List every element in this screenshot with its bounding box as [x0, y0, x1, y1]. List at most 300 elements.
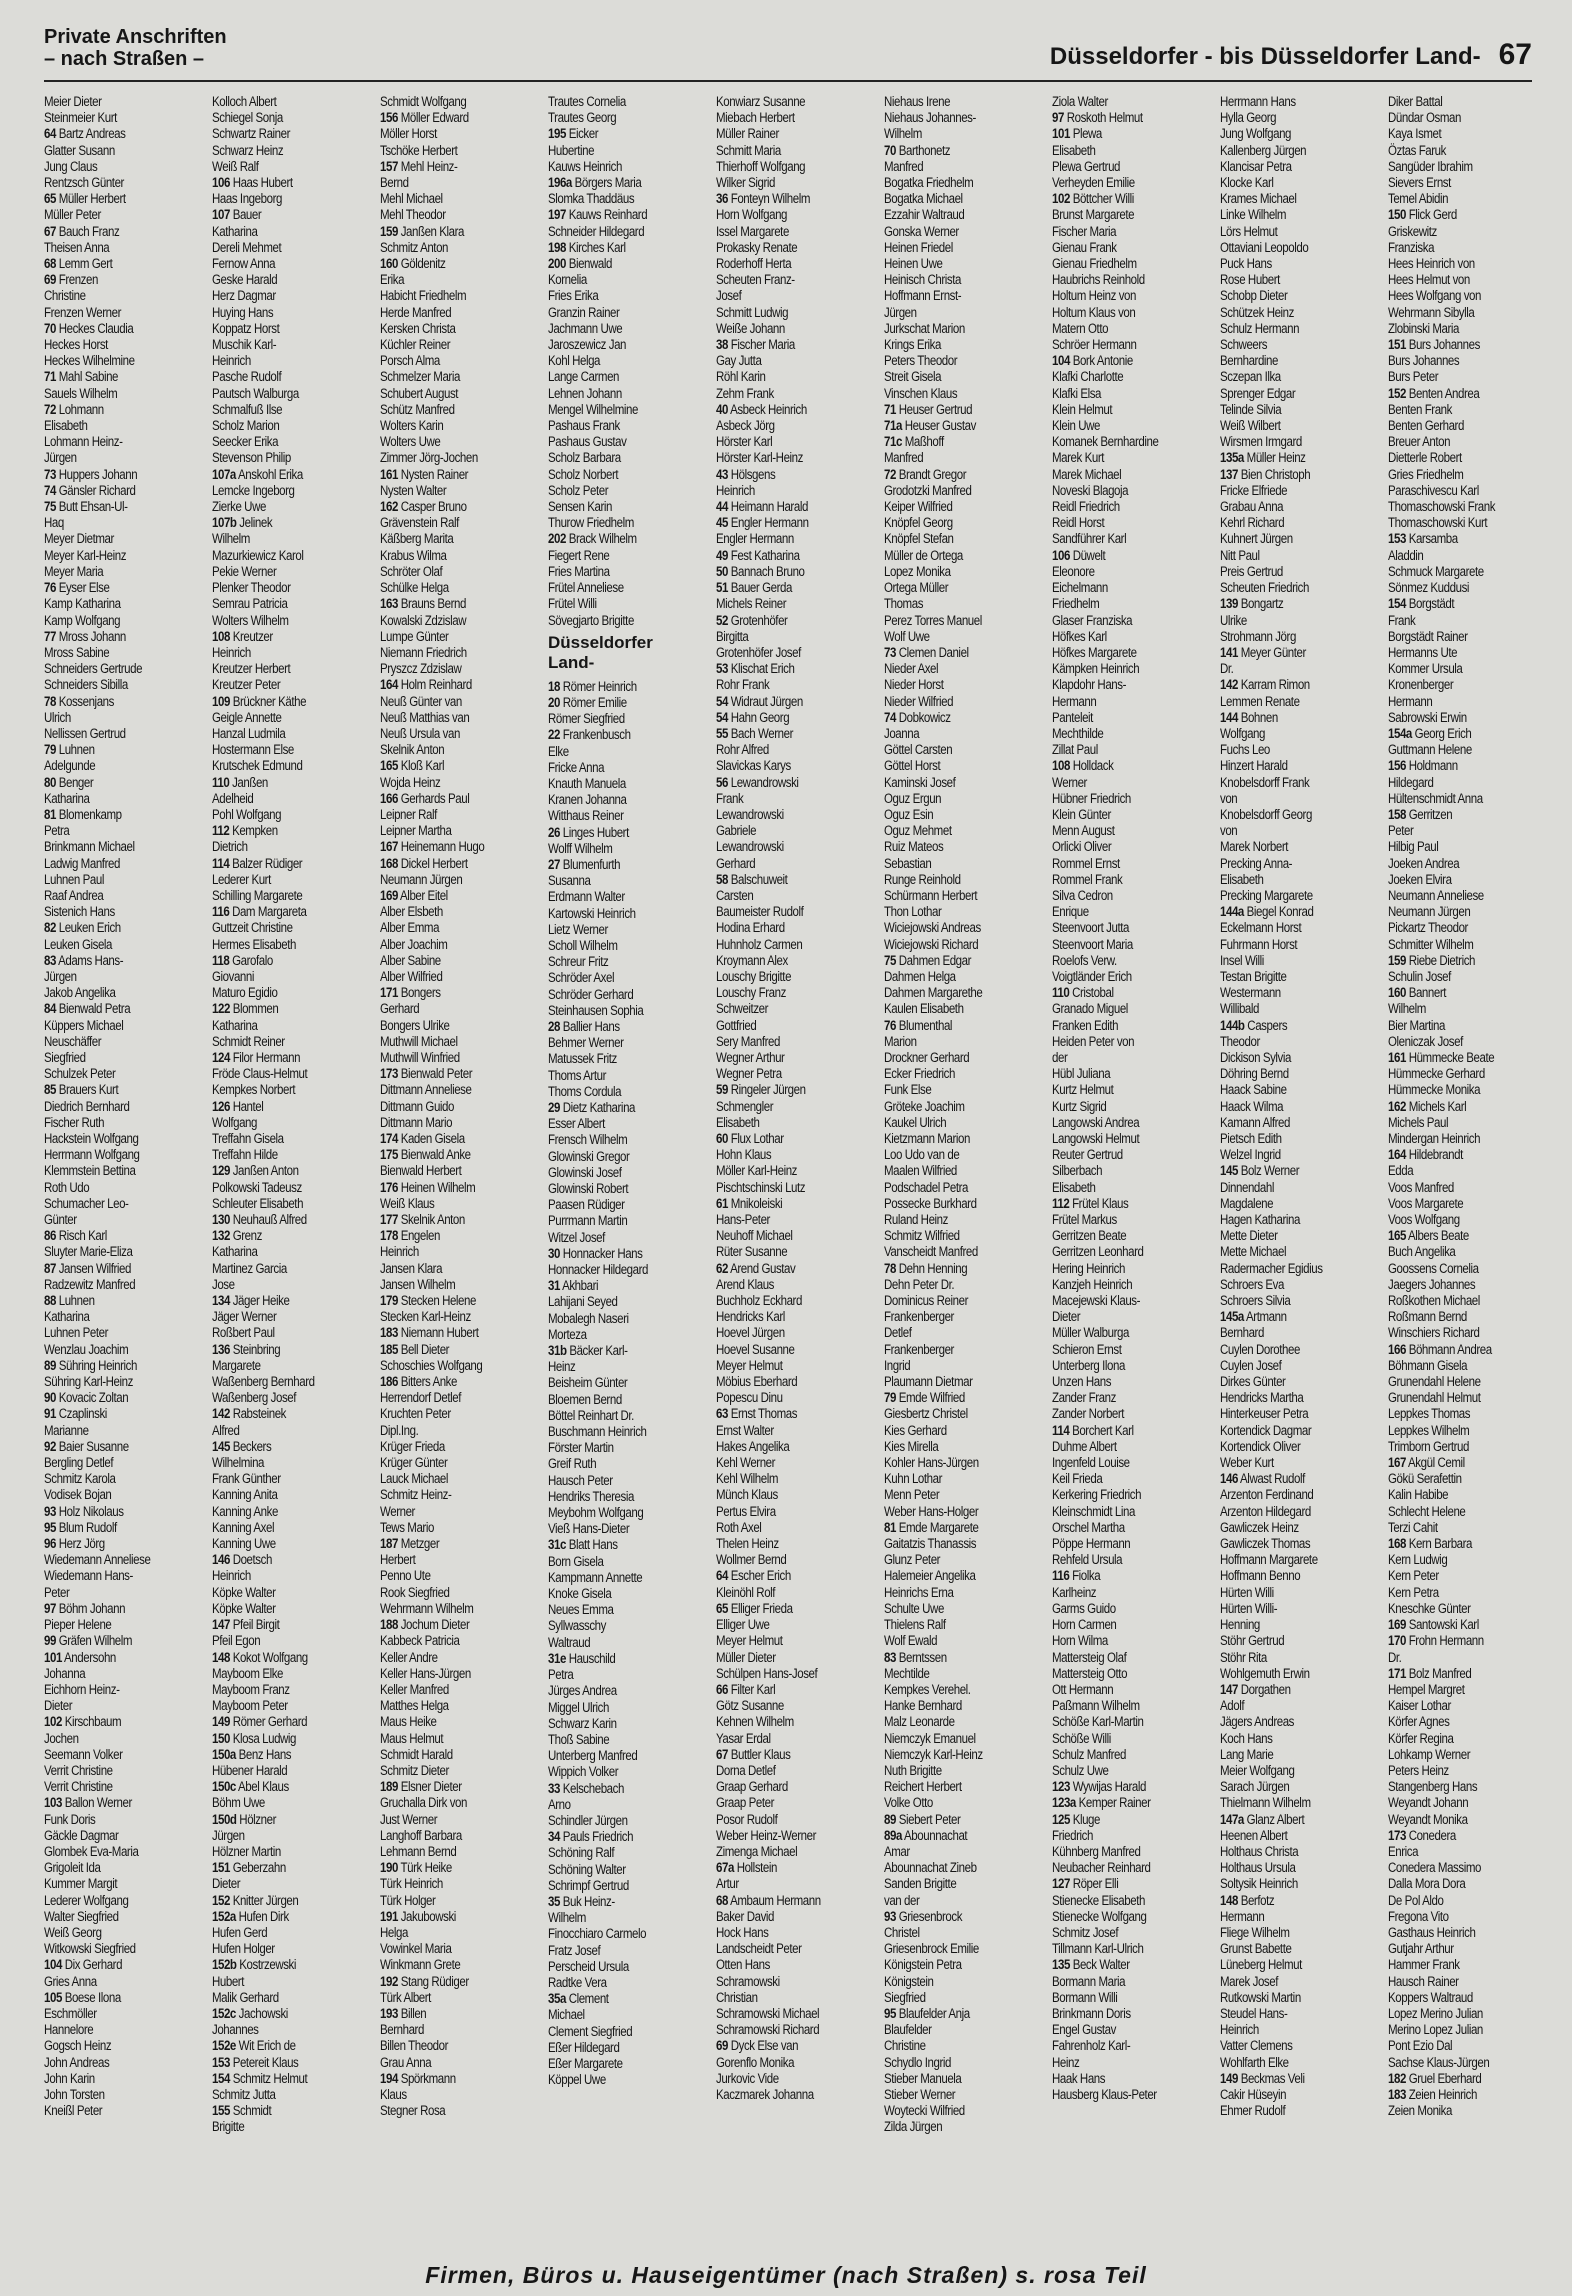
listing-entry: Kronenberger	[1388, 677, 1454, 693]
listing-entry: 182 Gruel Eberhard	[1388, 2070, 1482, 2086]
listing-entry: Orschel Martha	[1052, 1519, 1125, 1535]
listing-entry: Kamp Wolfgang	[44, 612, 121, 628]
listing-entry: Müller de Ortega	[884, 547, 963, 563]
listing-entry: Sachse Klaus-Jürgen	[1388, 2054, 1490, 2070]
listing-entry: Hodina Erhard	[716, 920, 785, 936]
listing-entry: Dominicus Reiner	[884, 1293, 969, 1309]
listing-entry: Penno Ute	[380, 1568, 431, 1584]
listing-entry: Knobelsdorff Frank	[1220, 774, 1310, 790]
listing-entry: 83 Berntssen	[884, 1649, 947, 1665]
listing-entry: Schrimpf Gertrud	[548, 1877, 629, 1893]
listing-entry: Prokasky Renate	[716, 239, 798, 255]
listing-entry: Heinrich	[212, 1568, 251, 1584]
listing-entry: Enrique	[1052, 904, 1089, 920]
listing-entry: 71 Mahl Sabine	[44, 369, 119, 385]
listing-entry: Woytecki Wilfried	[884, 2103, 965, 2119]
listing-entry: Dorna Detlef	[716, 1762, 776, 1778]
listing-entry: Krüger Frieda	[380, 1438, 445, 1454]
listing-entry: 40 Asbeck Heinrich	[716, 401, 807, 417]
listing-entry: Edda	[1388, 1163, 1414, 1179]
listing-entry: Glowinski Josef	[548, 1164, 622, 1180]
listing-entry: Müller Walburga	[1052, 1325, 1129, 1341]
listing-entry: Jäger Werner	[212, 1309, 277, 1325]
listing-entry: Gogsch Heinz	[44, 2038, 112, 2054]
listing-entry: Conedera Massimo	[1388, 1860, 1481, 1876]
listing-entry: Ruland Heinz	[884, 1212, 948, 1228]
listing-entry: Göttel Carsten	[884, 742, 953, 758]
listing-entry: Loo Udo van de	[884, 1147, 960, 1163]
listing-entry: 160 Göldenitz	[380, 256, 446, 272]
listing-entry: 75 Butt Ehsan-Ul-	[44, 499, 128, 515]
listing-entry: Martinez Garcia	[212, 1260, 287, 1276]
listing-entry: 148 Berfotz	[1220, 1892, 1275, 1908]
listing-entry: Scholz Barbara	[548, 450, 621, 466]
listing-entry: Heinrichs Erna	[884, 1584, 954, 1600]
listing-entry: 174 Kaden Gisela	[380, 1131, 465, 1146]
listing-entry: 30 Honnacker Hans	[548, 1245, 643, 1261]
listing-entry: Panteleit	[1052, 709, 1093, 725]
listing-entry: 130 Neuhauß Alfred	[212, 1212, 307, 1228]
listing-entry: 93 Griesenbrock	[884, 1908, 963, 1924]
listing-entry: Griskewitz	[1388, 223, 1437, 239]
listing-entry: Christine	[884, 2038, 926, 2054]
listing-entry: 83 Adams Hans-	[44, 952, 124, 968]
listing-entry: Lemmen Renate	[1220, 693, 1300, 709]
listing-entry: Meyer Helmut	[716, 1357, 783, 1373]
listing-entry: Hees Heinrich von	[1388, 256, 1475, 272]
listing-entry: Stienecke Elisabeth	[1052, 1892, 1145, 1908]
listing-entry: Höfkes Karl	[1052, 628, 1107, 644]
listing-entry: Kreutzer Peter	[212, 677, 281, 693]
listing-entry: Haas Ingeborg	[212, 191, 282, 207]
street-heading: Düsseldorfer Land-	[548, 632, 653, 672]
listing-entry: Schulin Josef	[1388, 968, 1451, 984]
listing-entry: Wenzlau Joachim	[44, 1341, 129, 1357]
listing-entry: Erdmann Walter	[548, 889, 625, 905]
listing-entry: Polkowski Tadeusz	[212, 1179, 302, 1195]
listing-entry: 132 Grenz	[212, 1228, 262, 1244]
listing-entry: Neues Emma	[548, 1602, 614, 1618]
listing-entry: 155 Schmidt	[212, 2103, 272, 2119]
listing-entry: Lemcke Ingeborg	[212, 482, 295, 498]
listing-entry: 106 Haas Hubert	[212, 175, 293, 191]
listing-entry: Holthaus Ursula	[1220, 1860, 1296, 1876]
listing-entry: Gerritzen Leonhard	[1052, 1244, 1144, 1260]
listing-entry: 148 Kokot Wolfgang	[212, 1649, 308, 1665]
listing-entry: 73 Huppers Johann	[44, 466, 138, 482]
listing-entry: Neuß Günter van	[380, 693, 462, 709]
listing-entry: Schulzek Peter	[44, 1066, 116, 1082]
listing-entry: Precking Anna-	[1220, 855, 1293, 871]
listing-entry: Grunendahl Helmut	[1388, 1390, 1481, 1406]
listing-entry: Noveski Blagoja	[1052, 482, 1129, 498]
listing-entry: 110 Janßen	[212, 774, 268, 790]
listing-entry: 102 Böttcher Willi	[1052, 191, 1134, 207]
listing-entry: Treffahn Hilde	[212, 1147, 278, 1163]
listing-entry: Steudel Hans-	[1220, 2005, 1288, 2021]
listing-entry: Komanek Bernhardine	[1052, 434, 1159, 450]
listing-entry: Kaya Ismet	[1388, 126, 1442, 142]
listing-entry: Schmelzer Maria	[380, 369, 460, 385]
listing-entry: Sczepan Ilka	[1220, 369, 1281, 385]
listing-entry: Drockner Gerhard	[884, 1049, 970, 1065]
listing-entry: Hees Wolfgang von	[1388, 288, 1481, 304]
listing-entry: Dittmann Guido	[380, 1098, 455, 1114]
listing-entry: Bormann Maria	[1052, 1973, 1126, 1989]
listing-entry: 150 Flick Gerd	[1388, 207, 1457, 223]
listing-entry: Wilhelm	[884, 126, 922, 142]
listing-entry: Friedrich	[1052, 1827, 1093, 1843]
listing-entry: Schumacher Leo-	[44, 1195, 129, 1211]
listing-entry: Zimmer Jörg-Jochen	[380, 450, 478, 466]
listing-entry: Reichert Herbert	[884, 1779, 962, 1795]
listing-entry: Weyandt Johann	[1388, 1795, 1469, 1811]
listing-entry: 71 Heuser Gertrud	[884, 401, 973, 417]
listing-entry: Klapdohr Hans-	[1052, 677, 1127, 693]
listing-entry: Sensen Karin	[548, 499, 612, 515]
listing-entry: Roderhoff Herta	[716, 256, 792, 272]
listing-entry: Wilhelmina	[212, 1455, 265, 1471]
listing-entry: Förster Martin	[548, 1440, 614, 1456]
listing-entry: Hermann	[1388, 693, 1433, 709]
listing-entry: Niemczyk Emanuel	[884, 1730, 976, 1746]
listing-entry: Wehrmann Wilhelm	[380, 1600, 474, 1616]
listing-entry: 93 Holz Nikolaus	[44, 1503, 124, 1519]
listing-entry: Kern Petra	[1388, 1584, 1439, 1600]
listing-entry: Frankenberger	[884, 1341, 954, 1357]
listing-entry: 152c Jachowski	[212, 2005, 288, 2021]
listing-entry: Kehnen Wilhelm	[716, 1714, 794, 1730]
listing-entry: Gawliczek Heinz	[1220, 1519, 1299, 1535]
street-range: Düsseldorfer - bis Düsseldorfer Land-	[1049, 43, 1481, 70]
listing-entry: 159 Janßen Klara	[380, 223, 465, 239]
listing-entry: 64 Escher Erich	[716, 1568, 791, 1584]
listing-entry: Rommel Ernst	[1052, 855, 1120, 871]
listing-entry: Ottaviani Leopoldo	[1220, 239, 1309, 255]
listing-entry: Herrendorf Detlef	[380, 1390, 462, 1406]
listing-entry: Burs Johannes	[1388, 353, 1460, 369]
listing-entry: Scholz Norbert	[548, 466, 619, 482]
listing-entry: 38 Fischer Maria	[716, 337, 795, 353]
listing-entry: Niemann Friedrich	[380, 644, 467, 660]
listing-entry: Pertus Elvira	[716, 1503, 776, 1519]
listing-entry: Hoffmann Benno	[1220, 1568, 1301, 1584]
listing-entry: Radermacher Egidius	[1220, 1260, 1323, 1276]
listing-entry: Grunendahl Helene	[1388, 1374, 1481, 1390]
listing-entry: Lohmann Heinz-	[44, 434, 123, 450]
listing-entry: 31c Blatt Hans	[548, 1537, 618, 1553]
listing-entry: 150c Abel Klaus	[212, 1779, 289, 1795]
listing-entry: Issel Margarete	[716, 223, 789, 239]
listing-entry: 112 Frütel Klaus	[1052, 1195, 1129, 1211]
listing-entry: Steinmeier Kurt	[44, 110, 117, 126]
listing-entry: Jaroszewicz Jan	[548, 337, 627, 353]
listing-entry: Küppers Michael	[44, 1017, 124, 1033]
listing-entry: 72 Lohmann	[44, 401, 104, 417]
listing-entry: Adolf	[1220, 1698, 1245, 1714]
listing-entry: Pekie Werner	[212, 563, 277, 579]
listing-entry: Türk Heinrich	[380, 1876, 443, 1892]
listing-entry: Herbert	[380, 1552, 416, 1568]
listing-entry: Schroers Eva	[1220, 1276, 1284, 1292]
listing-entry: Thomaschowski Frank	[1388, 499, 1496, 515]
listing-entry: Schroers Silvia	[1220, 1293, 1291, 1309]
listing-entry: Trautes Georg	[548, 110, 617, 126]
listing-entry: Katharina	[44, 1309, 90, 1325]
listing-entry: Grau Anna	[380, 2054, 432, 2070]
listing-entry: Dieter	[212, 1876, 241, 1892]
listing-entry: 189 Elsner Dieter	[380, 1779, 462, 1795]
listing-entry: Roelofs Verw.	[1052, 952, 1117, 968]
listing-entry: Heinz	[1052, 2054, 1080, 2070]
listing-entry: Jürgen	[44, 968, 77, 984]
listing-entry: 146 Alwast Rudolf	[1220, 1471, 1305, 1487]
listing-entry: 82 Leuken Erich	[44, 920, 121, 936]
listing-entry: Witzel Josef	[548, 1229, 605, 1245]
listing-entry: Testan Brigitte	[1220, 968, 1287, 984]
listing-entry: Frank	[1388, 612, 1416, 628]
listing-entry: Kolloch Albert	[212, 94, 277, 109]
listing-entry: 61 Mnikoleiski	[716, 1195, 783, 1211]
listing-entry: Klein Günter	[1052, 806, 1111, 822]
listing-entry: Hanzal Ludmila	[212, 725, 286, 741]
listing-entry: Stienecke Wolfgang	[1052, 1908, 1147, 1924]
listing-entry: 183 Niemann Hubert	[380, 1325, 479, 1341]
listing-entry: Oguz Mehmet	[884, 823, 952, 839]
listing-entry: Wegner Arthur	[716, 1049, 785, 1065]
listing-entry: Hoevel Susanne	[716, 1341, 795, 1357]
listing-entry: Kleinschmidt Lina	[1052, 1503, 1135, 1519]
listing-entry: Brigitte	[212, 2119, 245, 2135]
listing-entry: 191 Jakubowski	[380, 1908, 456, 1924]
listing-entry: Schmengler	[716, 1098, 774, 1114]
listing-entry: 71c Maßhoff	[884, 434, 944, 450]
page-header	[44, 22, 1532, 82]
listing-entry: Köpke Walter	[212, 1600, 276, 1616]
listing-entry: Pryszcz Zdzislaw	[380, 661, 462, 677]
listing-entry: Pieper Helene	[44, 1617, 112, 1633]
listing-entry: 153 Petereit Klaus	[212, 2054, 299, 2070]
listing-entry: Streit Gisela	[884, 369, 942, 385]
listing-entry: Buchholz Eckhard	[716, 1293, 802, 1309]
listing-entry: Neuschäffer	[44, 1033, 102, 1049]
listing-entry: Bernhardine	[1220, 353, 1279, 369]
listing-entry: Radtke Vera	[548, 1974, 607, 1990]
listing-entry: Lietz Werner	[548, 921, 608, 937]
listing-entry: Werner	[380, 1503, 415, 1519]
listing-entry: 101 Andersohn	[44, 1649, 116, 1665]
listing-entry: Guttmann Helene	[1388, 742, 1472, 758]
listing-entry: Meier Wolfgang	[1220, 1762, 1295, 1778]
listing-entry: Wolters Karin	[380, 418, 444, 434]
listing-entry: Rohr Alfred	[716, 742, 769, 758]
listing-entry: Kies Gerhard	[884, 1422, 947, 1438]
listing-entry: Hümmecke Gerhard	[1388, 1066, 1485, 1082]
listing-entry: Horn Carmen	[1052, 1617, 1117, 1633]
listing-entry: 67 Bauch Franz	[44, 223, 120, 239]
listing-entry: 63 Ernst Thomas	[716, 1406, 798, 1422]
listing-entry: Heinrich	[380, 1244, 419, 1260]
listing-entry: Neuß Ursula van	[380, 725, 460, 741]
listing-entry: Meyer Karl-Heinz	[44, 547, 127, 563]
listing-entry: Weiß Georg	[44, 1924, 102, 1940]
listing-entry: Alber Wilfried	[380, 968, 443, 984]
listing-entry: Kummer Margit	[44, 1876, 118, 1892]
listing-entry: 84 Bienwald Petra	[44, 1001, 131, 1017]
listing-entry: Knobelsdorff Georg	[1220, 806, 1312, 822]
listing-entry: Perez Torres Manuel	[884, 612, 982, 628]
listing-entry: Herrmann Wolfgang	[44, 1147, 140, 1163]
listing-entry: Hees Helmut von	[1388, 272, 1470, 288]
listing-entry: Manfred	[884, 158, 924, 174]
listing-entry: 64 Bartz Andreas	[44, 126, 126, 142]
listing-entry: Hufen Gerd	[212, 1924, 268, 1940]
listing-entry: Zehm Frank	[716, 385, 774, 401]
listing-entry: 142 Karram Rimon	[1220, 677, 1310, 693]
listing-entry: Baumeister Rudolf	[716, 904, 804, 920]
listing-entry: 175 Bienwald Anke	[380, 1147, 471, 1163]
listing-entry: Silva Cedron	[1052, 887, 1113, 903]
listing-entry: Zander Norbert	[1052, 1406, 1125, 1422]
listing-entry: Lauck Michael	[380, 1471, 449, 1487]
listing-entry: Jakob Angelika	[44, 985, 116, 1001]
listing-entry: Heinen Uwe	[884, 256, 943, 272]
listing-entry: Marek Kurt	[1052, 450, 1105, 466]
listing-entry: 95 Blaufelder Anja	[884, 2005, 970, 2021]
listing-entry: Wolters Wilhelm	[212, 612, 289, 628]
listing-entry: Pöppe Hermann	[1052, 1536, 1131, 1552]
listing-entry: Borgstädt Rainer	[1388, 628, 1468, 644]
listing-entry: Thomas	[884, 596, 924, 612]
listing-entry: Blaufelder	[884, 2022, 932, 2038]
listing-entry: Böhmann Gisela	[1388, 1357, 1468, 1373]
listing-entry: Arzenton Hildegard	[1220, 1503, 1311, 1519]
listing-entry: Kanzjeh Heinrich	[1052, 1276, 1133, 1292]
listing-entry: Klein Uwe	[1052, 418, 1100, 434]
listing-entry: Schleuter Elisabeth	[212, 1195, 304, 1211]
listing-entry: Steenvoort Maria	[1052, 936, 1133, 952]
listing-entry: Bienwald Herbert	[380, 1163, 462, 1179]
listing-entry: Esser Albert	[548, 1116, 605, 1132]
listing-entry: Pickartz Theodor	[1388, 920, 1468, 936]
listing-entry: Thielens Ralf	[884, 1617, 946, 1633]
listing-entry: Meybohm Wolfgang	[548, 1505, 644, 1521]
listing-entry: Stieber Manuela	[884, 2070, 962, 2086]
listing-entry: 145a Artmann	[1220, 1309, 1287, 1325]
listing-entry: Hanke Bernhard	[884, 1698, 962, 1714]
listing-entry: Landscheidt Peter	[716, 1941, 802, 1957]
listing-entry: Dalla Mora Dora	[1388, 1876, 1466, 1892]
listing-entry: Scheuten Franz-	[716, 272, 795, 288]
listing-entry: Heinrich	[716, 482, 755, 498]
listing-entry: Schneiders Sibilla	[44, 677, 128, 693]
listing-entry: Granzin Rainer	[548, 304, 620, 320]
listing-entry: Reidl Horst	[1052, 515, 1105, 531]
listing-entry: 154 Borgstädt	[1388, 596, 1455, 612]
listing-entry: Leppkes Thomas	[1388, 1406, 1471, 1422]
listing-entry: 126 Hantel	[212, 1098, 264, 1114]
listing-entry: Pashaus Gustav	[548, 434, 627, 450]
listing-entry: 35a Clement	[548, 1991, 609, 2007]
listing-entry: Eschmöller	[44, 2005, 97, 2021]
listing-entry: Sangüder Ibrahim	[1388, 158, 1473, 174]
listing-entry: Sarach Jürgen	[1220, 1779, 1290, 1795]
listing-entry: Götz Susanne	[716, 1698, 784, 1714]
listing-entry: Engel Gustav	[1052, 2022, 1116, 2038]
listing-entry: Schmitz Wilfried	[884, 1228, 960, 1244]
listing-entry: Stangenberg Hans	[1388, 1779, 1478, 1795]
listing-entry: Roßmann Bernd	[1388, 1309, 1467, 1325]
listing-entry: Soltysik Heinrich	[1220, 1876, 1298, 1892]
listing-entry: Radzewitz Manfred	[44, 1276, 136, 1292]
listing-entry: Fricke Elfriede	[1220, 482, 1288, 498]
listing-entry: 85 Brauers Kurt	[44, 1082, 119, 1098]
listing-entry: Artur	[716, 1876, 739, 1892]
listing-entry: Miggel Ulrich	[548, 1699, 609, 1715]
listing-entry: 144 Bohnen	[1220, 709, 1278, 725]
listing-entry: 76 Blumenthal	[884, 1017, 953, 1033]
section-title-line2: – nach Straßen –	[44, 48, 205, 70]
listing-entry: Schlecht Helene	[1388, 1503, 1466, 1519]
listing-entry: Treffahn Gisela	[212, 1131, 284, 1146]
listing-entry: Kampmann Annette	[548, 1569, 643, 1585]
listing-entry: Kempkes Verehel.	[884, 1681, 971, 1697]
listing-entry: Kaminski Josef	[884, 774, 956, 790]
listing-entry: Michels Reiner	[716, 596, 787, 612]
listing-column	[716, 94, 884, 2174]
listing-entry: Bernhard	[1220, 1325, 1264, 1341]
listing-entry: 153 Karsamba	[1388, 531, 1458, 547]
listing-entry: De Pol Aldo	[1388, 1892, 1444, 1908]
listing-entry: Arend Klaus	[716, 1276, 775, 1292]
listing-entry: Maalen Wilfried	[884, 1163, 957, 1179]
listing-entry: Roth Udo	[44, 1179, 90, 1195]
listing-entry: Waßenberg Josef	[212, 1390, 297, 1406]
listing-entry: Arno	[548, 1796, 571, 1812]
listing-entry: Frensch Wilhelm	[548, 1132, 628, 1148]
listing-entry: John Karin	[44, 2070, 95, 2086]
listing-entry: Sievers Ernst	[1388, 175, 1451, 191]
listing-entry: 156 Möller Edward	[380, 110, 469, 126]
listing-entry: Keller Hans-Jürgen	[380, 1665, 471, 1681]
listing-entry: Joeken Andrea	[1388, 855, 1460, 871]
listing-entry: Mross Sabine	[44, 644, 110, 660]
listing-entry: Sanden Brigitte	[884, 1876, 957, 1892]
listing-entry: Elisabeth	[1052, 142, 1096, 158]
listing-entry: Manfred	[884, 450, 924, 466]
listing-entry: Fries Martina	[548, 563, 610, 579]
listing-entry: 177 Skelnik Anton	[380, 1212, 465, 1228]
listing-entry: Silberbach	[1052, 1163, 1103, 1179]
listing-entry: Volke Otto	[884, 1795, 933, 1811]
listing-entry: Haak Hans	[1052, 2070, 1106, 2086]
listing-entry: Herz Dagmar	[212, 288, 276, 304]
listing-entry: Eichhorn Heinz-	[44, 1681, 120, 1697]
listing-entry: Schmidt Harald	[380, 1746, 453, 1762]
listing-entry: Wohlgemuth Erwin	[1220, 1665, 1310, 1681]
listing-entry: Elisabeth	[1220, 871, 1264, 887]
listing-entry: 150d Hölzner	[212, 1811, 276, 1827]
listing-entry: 166 Böhmann Andrea	[1388, 1341, 1492, 1357]
listing-entry: Jaegers Johannes	[1388, 1276, 1476, 1292]
listing-entry: 187 Metzger	[380, 1536, 440, 1552]
listing-entry: Kuhn Lothar	[884, 1471, 943, 1487]
listing-entry: Schreur Fritz	[548, 954, 609, 970]
listing-entry: Reuter Gertrud	[1052, 1147, 1123, 1163]
listing-entry: 52 Grotenhöfer	[716, 612, 788, 628]
listing-entry: Wojda Heinz	[380, 774, 441, 790]
listing-entry: Grodotzki Manfred	[884, 482, 972, 498]
